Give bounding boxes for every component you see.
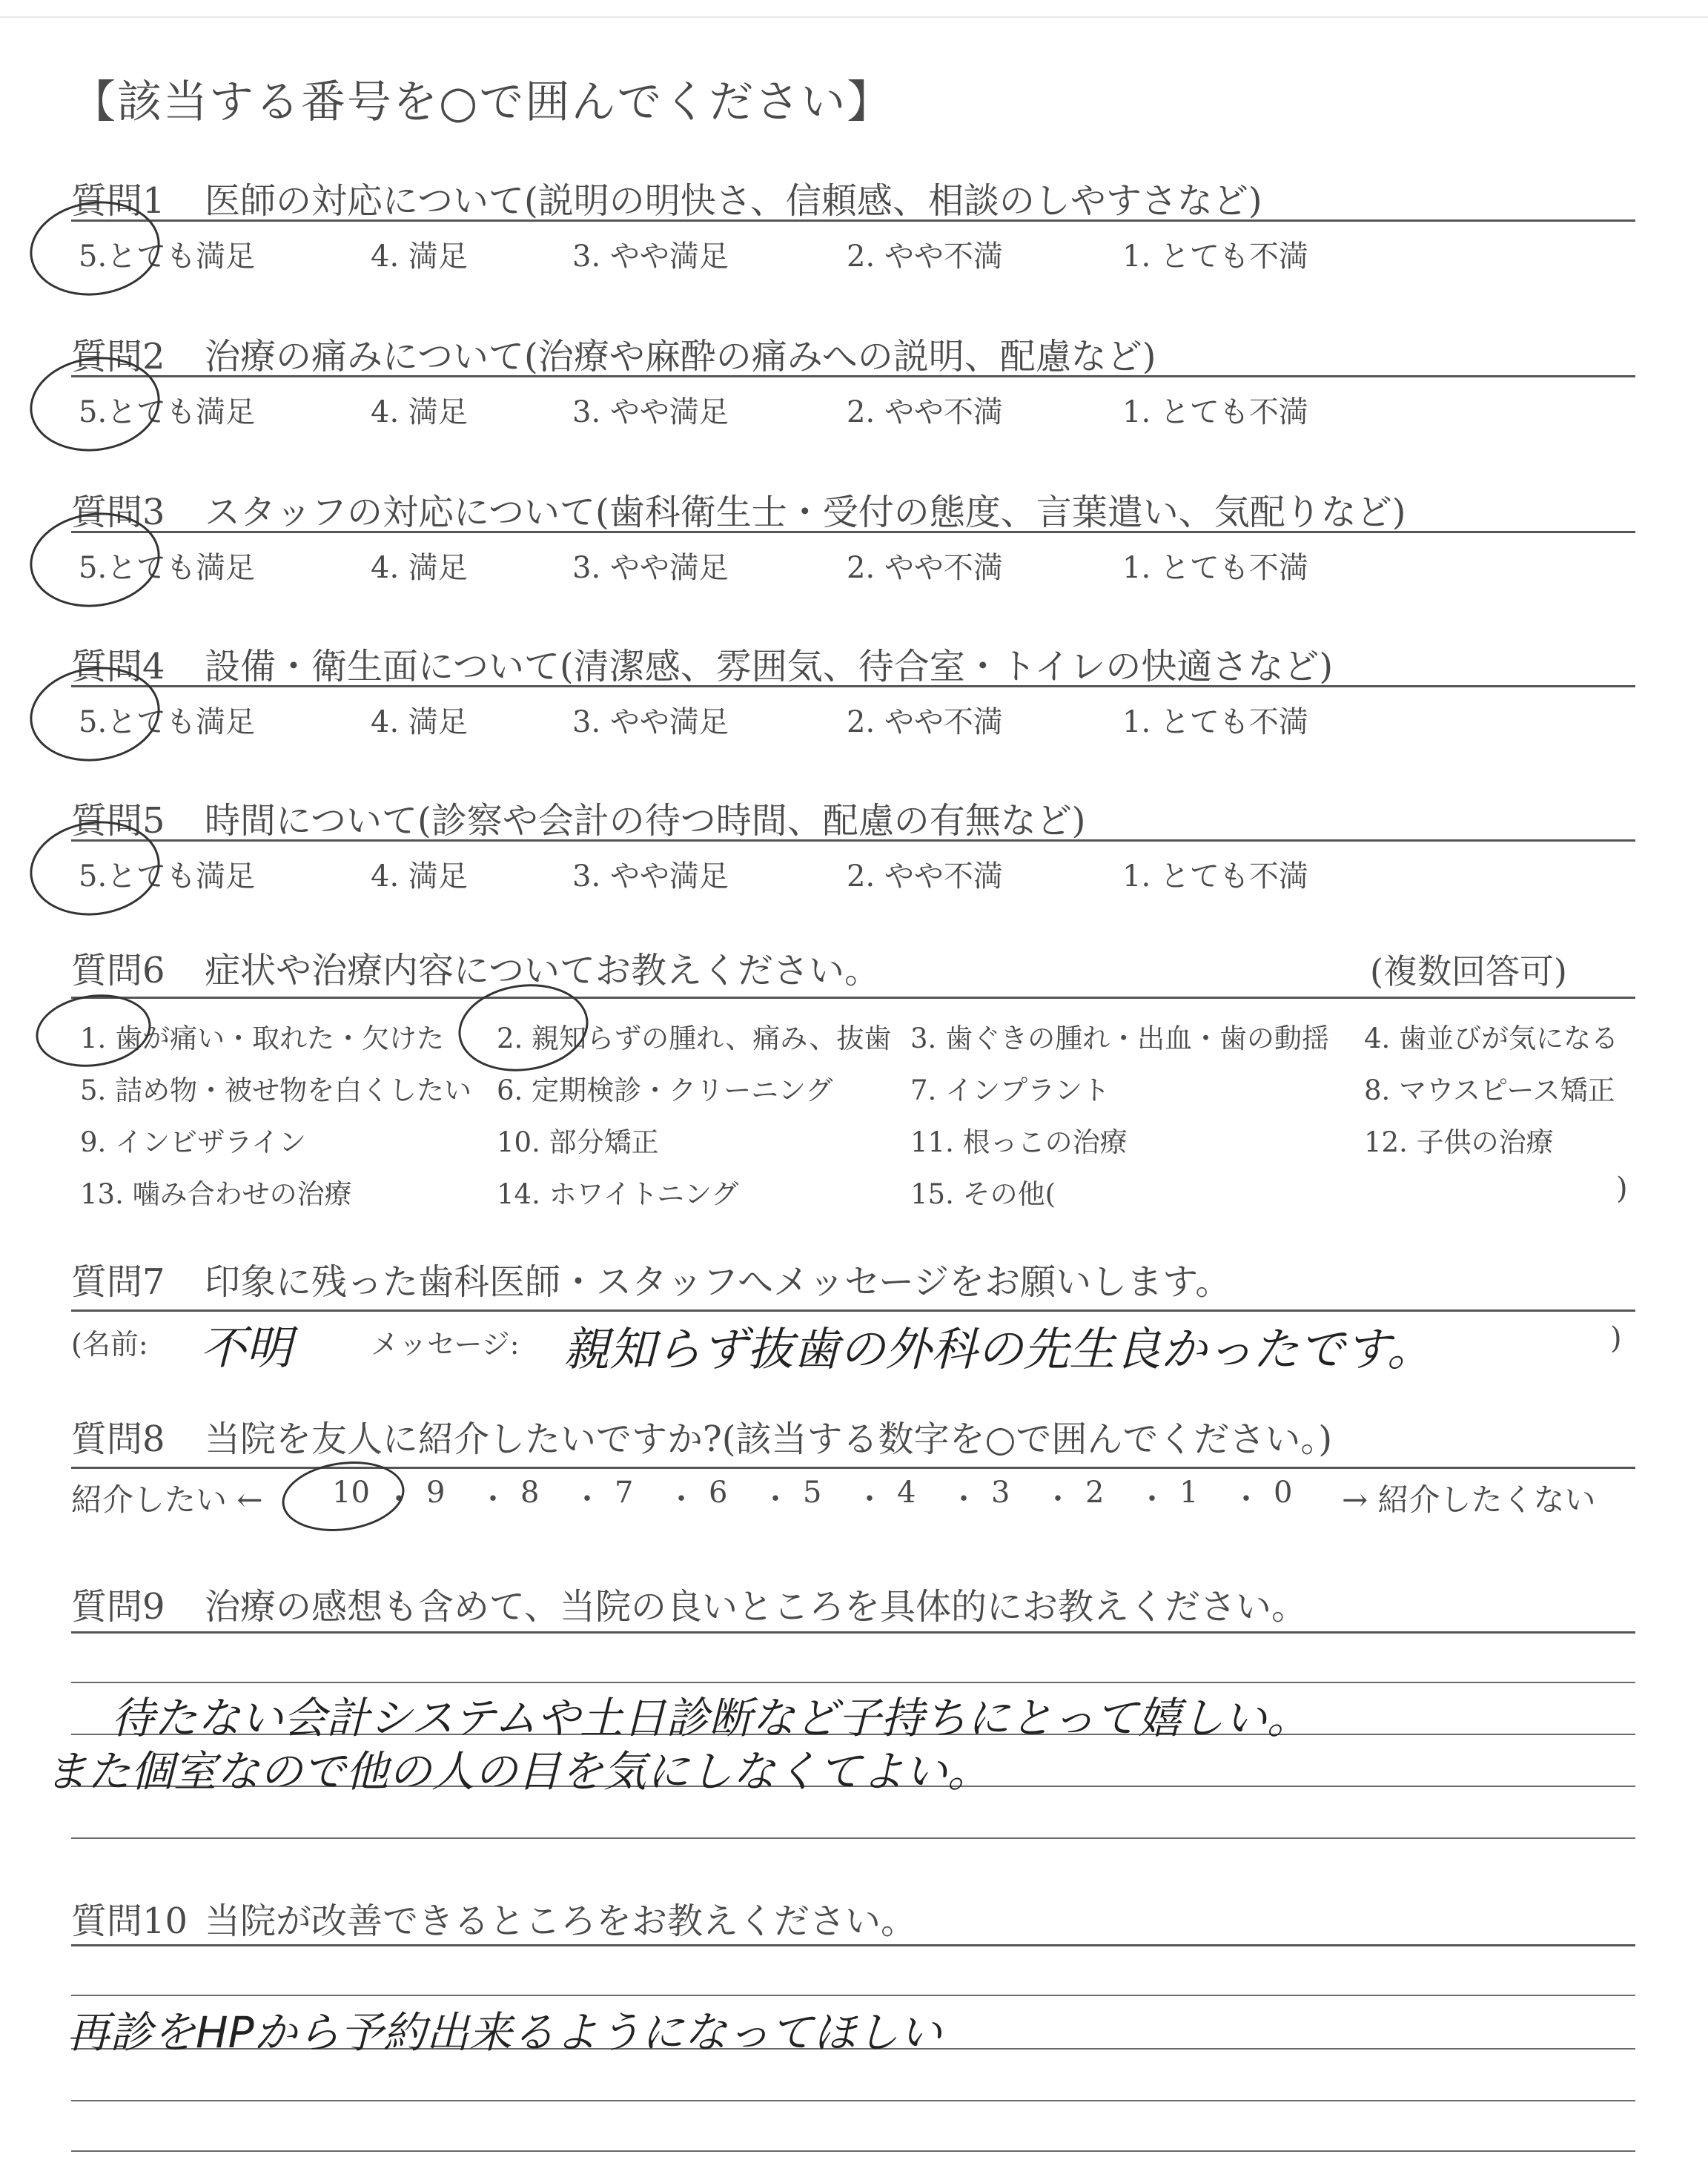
q6-option[interactable]: 7. インプラント [910, 1074, 1110, 1106]
q4-heading [71, 638, 1333, 689]
q2-option[interactable]: 3. やや満足 [572, 395, 729, 429]
q1-option[interactable]: 1. とても不満 [1122, 240, 1308, 274]
q4-option[interactable]: 1. とても不満 [1122, 705, 1308, 739]
q8-scale-dot: ・ [1043, 1482, 1073, 1516]
q8-heading [71, 1410, 1332, 1462]
q3-option[interactable]: 2. やや不満 [847, 551, 1003, 585]
q9-text: 治療の感想も含めて、当院の良いところを具体的にお教えください。 [205, 1586, 1308, 1628]
q10-heading [71, 1892, 916, 1943]
q4-option[interactable]: 4. 満足 [371, 705, 468, 739]
q3-option[interactable]: 5.とても満足 [79, 551, 256, 585]
q6-option[interactable]: 14. ホワイトニング [497, 1178, 739, 1210]
q4-option[interactable]: 5.とても満足 [79, 705, 256, 739]
q6-option[interactable]: 8. マウスピース矯正 [1364, 1074, 1615, 1106]
q1-option[interactable]: 3. やや満足 [572, 240, 729, 274]
q1-option[interactable]: 5.とても満足 [79, 240, 256, 274]
q9-answer-line [71, 1837, 1635, 1839]
q6-option[interactable]: 13. 噛み合わせの治療 [80, 1178, 352, 1210]
q8-scale-dot: ・ [1137, 1482, 1167, 1516]
q8-scale-value[interactable]: 10 [332, 1476, 370, 1510]
q7-close-paren: ) [1610, 1321, 1622, 1355]
q5-option[interactable]: 5.とても満足 [79, 859, 256, 894]
q8-number: 質問8 [71, 1418, 165, 1460]
selection-circle [31, 988, 156, 1074]
q7-message-value: 親知らず抜歯の外科の先生良かったです。 [563, 1322, 1434, 1376]
q6-other-close-paren: ) [1616, 1172, 1628, 1206]
q7-rule [71, 1309, 1635, 1312]
q6-option[interactable]: 10. 部分矯正 [497, 1126, 659, 1158]
q10-answer-line [71, 1995, 1635, 1996]
q8-left-label: 紹介したい ← [71, 1482, 263, 1518]
q6-option[interactable]: 15. その他( [910, 1178, 1056, 1210]
q10-answer-line [71, 2100, 1635, 2101]
q6-option[interactable]: 4. 歯並びが気になる [1364, 1023, 1619, 1054]
q8-scale-dot: ・ [666, 1482, 696, 1516]
q8-right-label: → 紹介したくない [1342, 1482, 1596, 1518]
q6-option[interactable]: 3. 歯ぐきの腫れ・出血・歯の動揺 [910, 1023, 1330, 1054]
q6-note: (複数回答可) [1370, 951, 1567, 991]
q2-rule [71, 375, 1635, 377]
q2-option[interactable]: 4. 満足 [371, 395, 468, 429]
q3-text: スタッフの対応について(歯科衛生士・受付の態度、言葉遣い、気配りなど) [205, 492, 1406, 533]
q5-heading [71, 792, 1086, 843]
q8-scale-value[interactable]: 8 [520, 1476, 540, 1510]
q2-option[interactable]: 2. やや不満 [847, 395, 1003, 429]
q1-rule [71, 219, 1635, 222]
q8-scale-dot: ・ [478, 1482, 508, 1516]
q7-heading [71, 1253, 1231, 1304]
q5-rule [71, 839, 1635, 842]
q3-option[interactable]: 4. 満足 [371, 551, 468, 585]
q9-rule [71, 1631, 1635, 1634]
q7-message-label: メッセージ: [371, 1328, 520, 1361]
q6-option[interactable]: 11. 根っこの治療 [910, 1126, 1128, 1158]
q8-scale-dot: ・ [949, 1482, 979, 1516]
q1-option[interactable]: 2. やや不満 [847, 240, 1003, 274]
q4-option[interactable]: 3. やや満足 [572, 705, 729, 739]
q1-heading [71, 172, 1262, 223]
q6-text: 症状や治療内容についてお教えください。 [205, 950, 881, 991]
q6-number: 質問6 [71, 950, 165, 991]
scan-top-edge [0, 16, 1708, 18]
form-title: 【該当する番号を○で囲んでください】 [71, 76, 893, 128]
q2-text: 治療の痛みについて(治療や麻酔の痛みへの説明、配慮など) [205, 336, 1156, 377]
q7-name-value: 不明 [200, 1321, 293, 1375]
q8-scale-value[interactable]: 3 [991, 1476, 1010, 1510]
q7-name-label: (名前: [71, 1328, 148, 1361]
q2-option[interactable]: 5.とても満足 [79, 395, 256, 429]
q6-option[interactable]: 1. 歯が痛い・取れた・欠けた [80, 1023, 445, 1054]
q8-scale-dot: ・ [384, 1482, 414, 1516]
q2-option[interactable]: 1. とても不満 [1122, 395, 1308, 429]
q8-scale-value[interactable]: 0 [1274, 1476, 1293, 1510]
q5-option[interactable]: 3. やや満足 [572, 859, 729, 894]
q9-answer-line-1: 待たない会計システムや土日診断など子持ちにとって嬉しい。 [111, 1693, 1311, 1743]
q10-text: 当院が改善できるところをお教えください。 [205, 1900, 917, 1942]
q7-text: 印象に残った歯科医師・スタッフへメッセージをお願いします。 [205, 1261, 1231, 1303]
q7-number: 質問7 [71, 1261, 165, 1303]
q8-scale-dot: ・ [572, 1482, 602, 1516]
q5-option[interactable]: 2. やや不満 [847, 859, 1003, 894]
q5-option[interactable]: 4. 満足 [371, 859, 468, 894]
q8-rule [71, 1467, 1635, 1469]
q6-option[interactable]: 12. 子供の治療 [1364, 1126, 1554, 1158]
q6-option[interactable]: 9. インビザライン [80, 1126, 306, 1158]
q8-scale-value[interactable]: 7 [615, 1476, 634, 1510]
q8-scale-value[interactable]: 9 [426, 1476, 446, 1510]
q8-scale-dot: ・ [1231, 1482, 1261, 1516]
q9-number: 質問9 [71, 1586, 165, 1628]
q3-option[interactable]: 1. とても不満 [1122, 551, 1308, 585]
q8-scale-value[interactable]: 4 [897, 1476, 916, 1510]
q2-heading [71, 328, 1156, 379]
q4-rule [71, 685, 1635, 687]
q10-number: 質問10 [71, 1900, 188, 1942]
q9-answer-line-2: また個室なので他の人の目を気にしなくてよい。 [44, 1746, 991, 1797]
q4-number: 質問4 [71, 646, 165, 687]
q8-scale-dot: ・ [761, 1482, 790, 1516]
q3-heading [71, 483, 1406, 535]
q2-number: 質問2 [71, 336, 165, 377]
q8-scale-value[interactable]: 5 [803, 1476, 822, 1510]
q10-answer-line-1: 再診をHPから予約出来るようになってほしい [67, 2007, 942, 2058]
q8-scale-dot: ・ [855, 1482, 884, 1516]
q10-rule [71, 1944, 1635, 1946]
q4-text: 設備・衛生面について(清潔感、雰囲気、待合室・トイレの快適さなど) [205, 646, 1334, 687]
q1-number: 質問1 [71, 180, 165, 222]
q10-answer-line [71, 2150, 1635, 2152]
q3-rule [71, 531, 1635, 533]
q1-text: 医師の対応について(説明の明快さ、信頼感、相談のしやすさなど) [205, 180, 1262, 222]
q6-option[interactable]: 6. 定期検診・クリーニング [497, 1074, 833, 1106]
q3-number: 質問3 [71, 492, 165, 533]
q8-text: 当院を友人に紹介したいですか?(該当する数字を○で囲んでください。) [205, 1418, 1333, 1460]
q8-scale-value[interactable]: 1 [1179, 1476, 1199, 1510]
q5-text: 時間について(診察や会計の待つ時間、配慮の有無など) [205, 800, 1086, 842]
q6-rule [71, 997, 1635, 999]
q6-heading [71, 942, 880, 993]
q5-number: 質問5 [71, 800, 165, 842]
q6-option[interactable]: 2. 親知らずの腫れ、痛み、抜歯 [497, 1023, 892, 1054]
q6-option[interactable]: 5. 詰め物・被せ物を白くしたい [80, 1074, 472, 1106]
q1-option[interactable]: 4. 満足 [371, 240, 468, 274]
q8-scale-value[interactable]: 2 [1085, 1476, 1105, 1510]
q4-option[interactable]: 2. やや不満 [847, 705, 1003, 739]
q8-scale-value[interactable]: 6 [709, 1476, 728, 1510]
q9-heading [71, 1578, 1307, 1629]
q5-option[interactable]: 1. とても不満 [1122, 859, 1308, 894]
q3-option[interactable]: 3. やや満足 [572, 551, 729, 585]
